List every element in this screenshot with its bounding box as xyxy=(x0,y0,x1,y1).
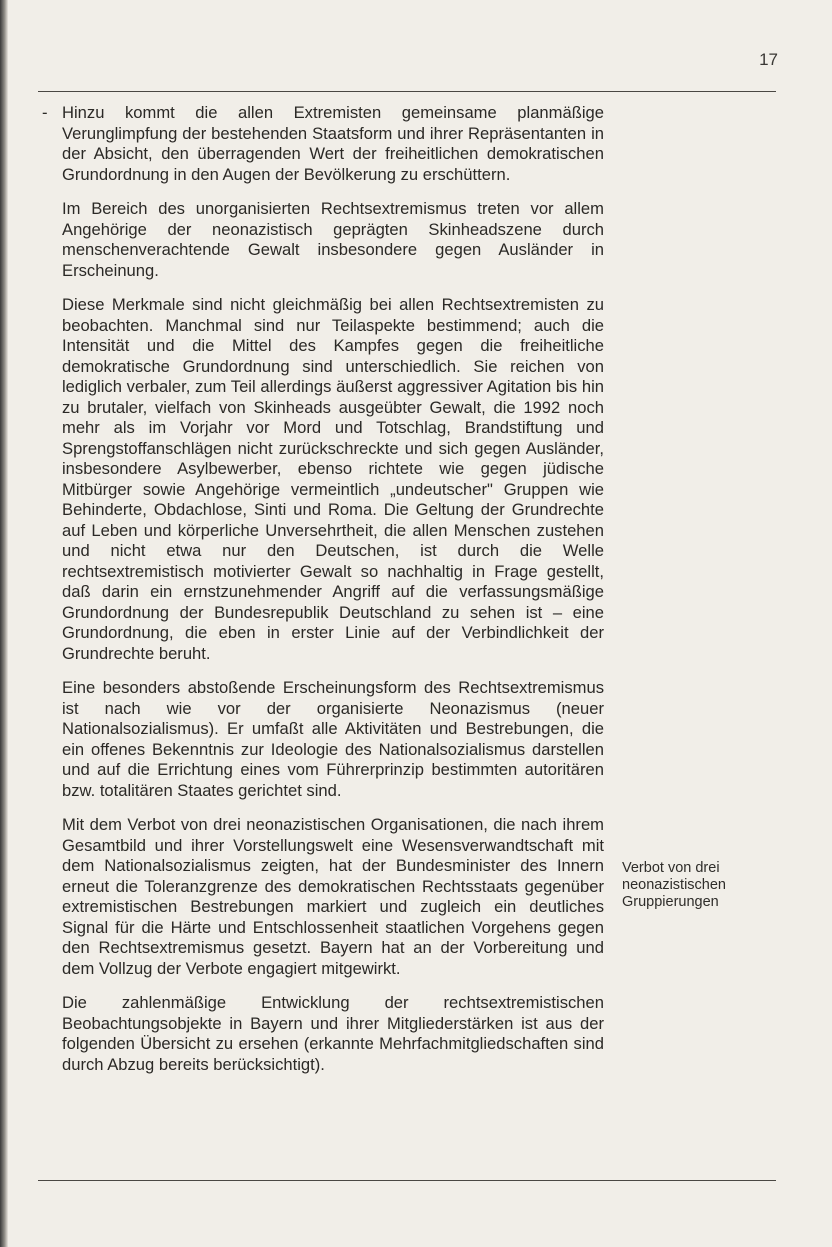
main-text-column xyxy=(42,103,604,1089)
paragraph-characteristics: Diese Merkmale sind nicht gleichmäßig bei allen Rechtsextremisten zu beobachten. Manchmal sind nur Teilaspekte bestimmend; auch die Intensität und die Mittel des Kampfes gegen die freiheitliche demokratische Grundordnung sind unterschiedlich. Sie reichen von lediglich verbaler, zum Teil allerdings äußerst aggressiver Agitation bis hin zu brutaler, vielfach von Skinheads ausgeübter Gewalt, die 1992 noch mehr als im Vorjahr vor Mord und Totschlag, Brandstiftung und Sprengstoffanschlägen nicht zurückschreckte und sich gegen Ausländer, insbesondere Asylbewerber, ebenso richtete wie gegen jüdische Mitbürger sowie Angehörige vermeintlich „undeutscher" Gruppen wie Behinderte, Obdachlose, Sinti und Roma. Die Geltung der Grundrechte auf Leben und körperliche Unversehrtheit, die allen Menschen zustehen und nicht etwa nur den Deutschen, ist durch die Welle rechtsextremistisch motivierter Gewalt so nachhaltig in Frage gestellt, daß darin ein ernstzunehmender Angriff auf die verfassungsmäßige Grundordnung der Bundesrepublik Deutschland zu sehen ist – eine Grundordnung, die eben in erster Linie auf der Verbindlichkeit der Grundrechte beruht. xyxy=(62,295,604,663)
paragraph-neonazism: Eine besonders abstoßende Erscheinungsform des Rechtsextremismus ist nach wie vor der organisierte Neonazismus (neuer Nationalsozialismus). Er umfaßt alle Aktivitäten und Bestrebungen, die ein offenes Bekenntnis zur Ideologie des Nationalsozialismus darstellen und auf die Errichtung eines vom Führerprinzip bestimmten autoritären bzw. totalitären Staates gerichtet sind. xyxy=(62,678,604,800)
page-number: 17 xyxy=(759,50,778,69)
margin-note: Verbot von drei neonazistischen Gruppierungen xyxy=(622,860,726,910)
bullet-paragraph-text: Hinzu kommt die allen Extremisten gemeinsame planmäßige Verunglimpfung der bestehenden Staatsform und ihrer Repräsentanten in der Absicht, den überragenden Wert der freiheitlichen demokratischen Grundordnung in den Augen der Bevölkerung zu erschüttern. xyxy=(62,103,604,184)
paragraph-ban: Mit dem Verbot von drei neonazistischen Organisationen, die nach ihrem Gesamtbild und ihrer Vorstellungswelt eine Wesensverwandtschaft mit dem Nationalsozialismus zeigten, hat der Bundesminister des Innern erneut die Toleranzgrenze des demokratischen Rechtsstaats gegenüber extremistischen Bestrebungen markiert und zugleich ein deutliches Signal für die Härte und Entschlossenheit staatlichen Vorgehens gegen den Rechtsextremismus gesetzt. Bayern hat an der Vorbereitung und dem Vollzug der Verbote engagiert mitgewirkt. xyxy=(62,815,604,978)
header-rule xyxy=(38,91,776,92)
book-spine-edge xyxy=(0,0,8,1247)
paragraph-statistics-intro: Die zahlenmäßige Entwicklung der rechtsextremistischen Beobachtungsobjekte in Bayern und ihrer Mitgliederstärken ist aus der folgenden Übersicht zu ersehen (erkannte Mehrfachmitgliedschaften sind durch Abzug bereits berücksichtigt). xyxy=(62,993,604,1074)
paragraph-unorganized-extremism: Im Bereich des unorganisierten Rechtsextremismus treten vor allem Angehörige der neonazistisch geprägten Skinheadszene durch menschenverachtende Gewalt insbesondere gegen Ausländer in Erscheinung. xyxy=(62,199,604,280)
bullet-dash: - xyxy=(42,103,48,122)
footer-rule xyxy=(38,1180,776,1181)
bullet-paragraph xyxy=(42,103,604,185)
